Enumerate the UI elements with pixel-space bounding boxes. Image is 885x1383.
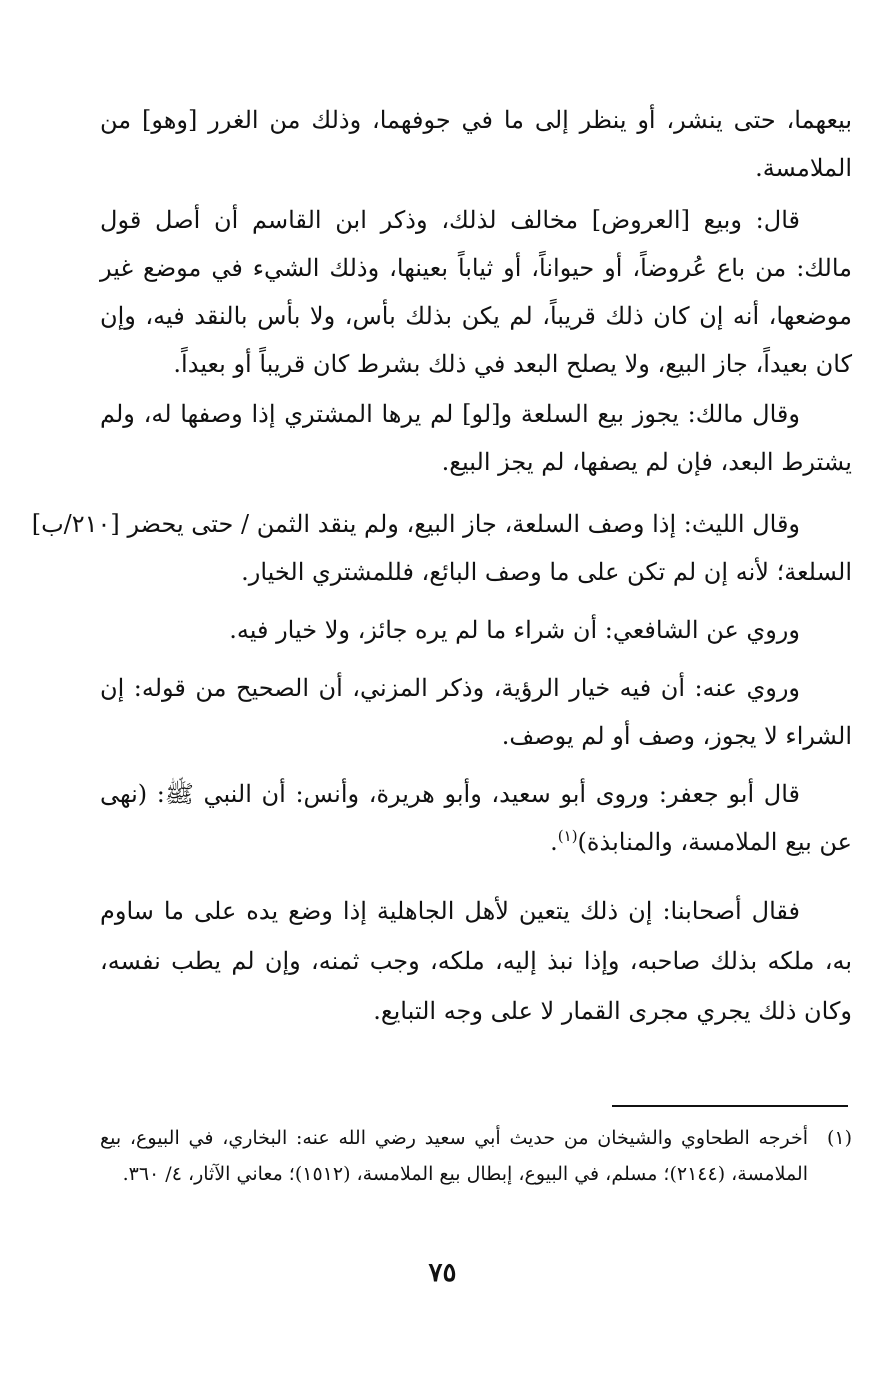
- paragraph-4-line-1: [20, 500, 852, 548]
- body-text-part-2: [100, 196, 852, 388]
- footnote-reference[interactable]: (١): [557, 827, 578, 845]
- footnote-text: أخرجه الطحاوي والشيخان من حديث أبي سعيد رضي الله عنه: البخاري، في البيوع، بيع الملامسة، (٢١٤٤)؛ مسلم، في البيوع، إبطال بيع الملامسة، (١٥١٢)؛ معاني الآثار، ٤/ ٣٦٠.: [100, 1127, 808, 1185]
- footnote-separator: [612, 1105, 848, 1107]
- paragraph-4-line-2: السلعة؛ لأنه إن لم تكن على ما وصف البائع، فللمشتري الخيار.: [241, 558, 852, 586]
- body-text-part-1: [100, 96, 852, 192]
- paragraph-3: وقال مالك: يجوز بيع السلعة و[لو] لم يرها المشتري إذا وصفها له، ولم يشترط البعد، فإن لم يصفها، لم يجز البيع.: [100, 400, 852, 476]
- body-text-part-5: [100, 606, 852, 654]
- paragraph-2: قال: وبيع [العروض] مخالف لذلك، وذكر ابن القاسم أن أصل قول مالك: من باع عُروضاً، أو حيواناً، أو ثياباً بعينها، وذلك الشيء في موضع غير موضعها، أنه إن كان ذلك قريباً، لم يكن بذلك بأس، ولا بأس بالنقد فيه، وإن كان بعيداً، جاز البيع، ولا يصلح البعد في ذلك بشرط كان قريباً أو بعيداً.: [100, 206, 852, 378]
- page-number: ٧٥: [428, 1258, 457, 1288]
- paragraph-7-end: .: [550, 828, 558, 856]
- body-text-part-8: [100, 886, 852, 1036]
- body-text-part-4b: [100, 548, 852, 596]
- body-text-part-6: [100, 664, 852, 760]
- body-text-part-3: [100, 390, 852, 486]
- paragraph-7: [100, 770, 852, 866]
- paragraph-6: وروي عنه: أن فيه خيار الرؤية، وذكر المزني، أن الصحيح من قوله: إن الشراء لا يجوز، وصف أو لم يوصف.: [100, 674, 852, 750]
- paragraph-7-text: قال أبو جعفر: وروى أبو سعيد، وأبو هريرة، وأنس: أن النبي ﷺ: (نهى عن بيع الملامسة، والمنابذة): [100, 780, 852, 856]
- footnote-1: [100, 1120, 852, 1192]
- footnotes: [100, 1120, 852, 1192]
- manuscript-folio-marker: [٢١٠/ب]: [31, 510, 120, 538]
- paragraph-5: وروي عن الشافعي: أن شراء ما لم يره جائز، ولا خيار فيه.: [229, 616, 800, 644]
- body-text-part-7: [100, 770, 852, 866]
- paragraph-8: فقال أصحابنا: إن ذلك يتعين لأهل الجاهلية إذا وضع يده على ما ساوم به، ملكه بذلك صاحبه، وإذا نبذ إليه، ملكه، وجب ثمنه، وإن لم يطب نفسه، وكان ذلك يجري مجرى القمار لا على وجه التبايع.: [100, 897, 852, 1025]
- paragraph-1: بيعهما، حتى ينشر، أو ينظر إلى ما في جوفهما، وذلك من الغرر [وهو] من الملامسة.: [100, 106, 853, 182]
- paragraph-4-text: وقال الليث: إذا وصف السلعة، جاز البيع، ولم ينقد الثمن / حتى يحضر: [127, 510, 800, 538]
- body-text-part-4: [20, 500, 852, 548]
- footnote-number: (١): [826, 1127, 852, 1149]
